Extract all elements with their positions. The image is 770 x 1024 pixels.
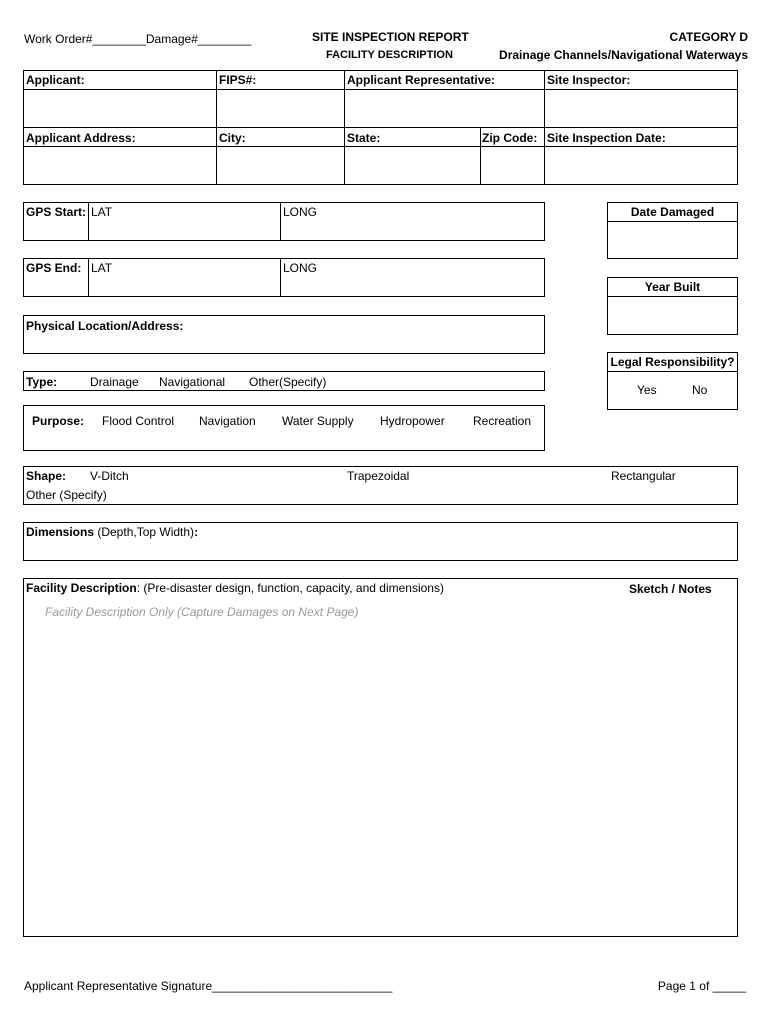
year-built-field[interactable]: [608, 297, 737, 334]
dimensions-label: Dimensions: [26, 525, 95, 539]
purpose-recreation-option[interactable]: Recreation: [473, 414, 532, 428]
legal-responsibility-label: Legal Responsibility?: [610, 355, 735, 369]
purpose-navigation-option[interactable]: Navigation: [199, 414, 256, 428]
dimensions-heading: [26, 525, 198, 539]
purpose-row: [23, 405, 545, 451]
purpose-hydropower-option[interactable]: Hydropower: [380, 414, 445, 428]
applicant-rep-label: Applicant Representative:: [347, 73, 496, 87]
type-navigational-option[interactable]: Navigational: [159, 375, 226, 389]
facility-description-field[interactable]: [24, 625, 737, 936]
physical-location-label: Physical Location/Address:: [26, 319, 184, 333]
site-inspector-label: Site Inspector:: [547, 73, 631, 87]
gps-start-lat-label: LAT: [91, 205, 113, 219]
dimensions-hint: (Depth,Top Width): [94, 525, 195, 539]
type-other-option[interactable]: Other(Specify): [249, 375, 327, 389]
fips-label: FIPS#:: [219, 73, 257, 87]
year-built-label: Year Built: [644, 280, 701, 294]
page-number: Page 1 of _____: [657, 979, 746, 993]
facility-description-hint: : (Pre-disaster design, function, capacity, and dimensions): [136, 581, 444, 595]
type-label: Type:: [26, 375, 58, 389]
physical-location-field[interactable]: [24, 334, 544, 353]
shape-label: Shape:: [26, 469, 67, 483]
zip-label: Zip Code:: [482, 131, 538, 145]
dimensions-colon: :: [194, 525, 199, 539]
category-label: CATEGORY D: [669, 30, 748, 44]
applicant-label: Applicant:: [26, 73, 85, 87]
applicant-address-field[interactable]: [24, 147, 216, 184]
city-label: City:: [219, 131, 246, 145]
report-title: SITE INSPECTION REPORT: [312, 30, 469, 44]
site-inspector-field[interactable]: [545, 90, 737, 127]
gps-start-label: GPS Start:: [26, 205, 87, 219]
signature-line: Applicant Representative Signature___________________________: [24, 979, 393, 993]
gps-end-long-label: LONG: [283, 261, 318, 275]
city-field[interactable]: [217, 147, 344, 184]
legal-yes-option[interactable]: Yes: [637, 383, 657, 397]
facility-description-heading: [26, 581, 444, 595]
applicant-field[interactable]: [24, 90, 216, 127]
dimensions-field[interactable]: [24, 541, 737, 560]
legal-no-option[interactable]: No: [692, 383, 708, 397]
sketch-notes-label: Sketch / Notes: [629, 582, 712, 596]
zip-field[interactable]: [481, 147, 544, 184]
state-label: State:: [347, 131, 381, 145]
purpose-water-supply-option[interactable]: Water Supply: [282, 414, 354, 428]
shape-other-option[interactable]: Other (Specify): [26, 488, 107, 502]
type-drainage-option[interactable]: Drainage: [90, 375, 139, 389]
category-description: Drainage Channels/Navigational Waterways: [499, 48, 748, 62]
purpose-flood-control-option[interactable]: Flood Control: [102, 414, 175, 428]
date-damaged-field[interactable]: [608, 222, 737, 258]
facility-description-note: Facility Description Only (Capture Damages on Next Page): [45, 605, 359, 619]
inspection-date-label: Site Inspection Date:: [547, 131, 666, 145]
shape-rectangular-option[interactable]: Rectangular: [611, 469, 676, 483]
date-damaged-label: Date Damaged: [630, 205, 715, 219]
state-field[interactable]: [345, 147, 480, 184]
gps-start-long-field[interactable]: [281, 220, 544, 240]
gps-start-long-label: LONG: [283, 205, 318, 219]
shape-v-ditch-option[interactable]: V-Ditch: [90, 469, 129, 483]
applicant-rep-field[interactable]: [345, 90, 544, 127]
shape-trapezoidal-option[interactable]: Trapezoidal: [347, 469, 410, 483]
purpose-label: Purpose:: [32, 414, 85, 428]
gps-start-lat-field[interactable]: [89, 220, 280, 240]
applicant-address-label: Applicant Address:: [26, 131, 136, 145]
report-subtitle: FACILITY DESCRIPTION: [326, 49, 453, 61]
inspection-date-field[interactable]: [545, 147, 737, 184]
gps-end-label: GPS End:: [26, 261, 82, 275]
work-order-damage-line: Work Order#________Damage#________: [24, 32, 252, 46]
fips-field[interactable]: [217, 90, 344, 127]
facility-description-label: Facility Description: [26, 581, 137, 595]
gps-end-lat-label: LAT: [91, 261, 113, 275]
gps-end-long-field[interactable]: [281, 276, 544, 296]
gps-end-lat-field[interactable]: [89, 276, 280, 296]
